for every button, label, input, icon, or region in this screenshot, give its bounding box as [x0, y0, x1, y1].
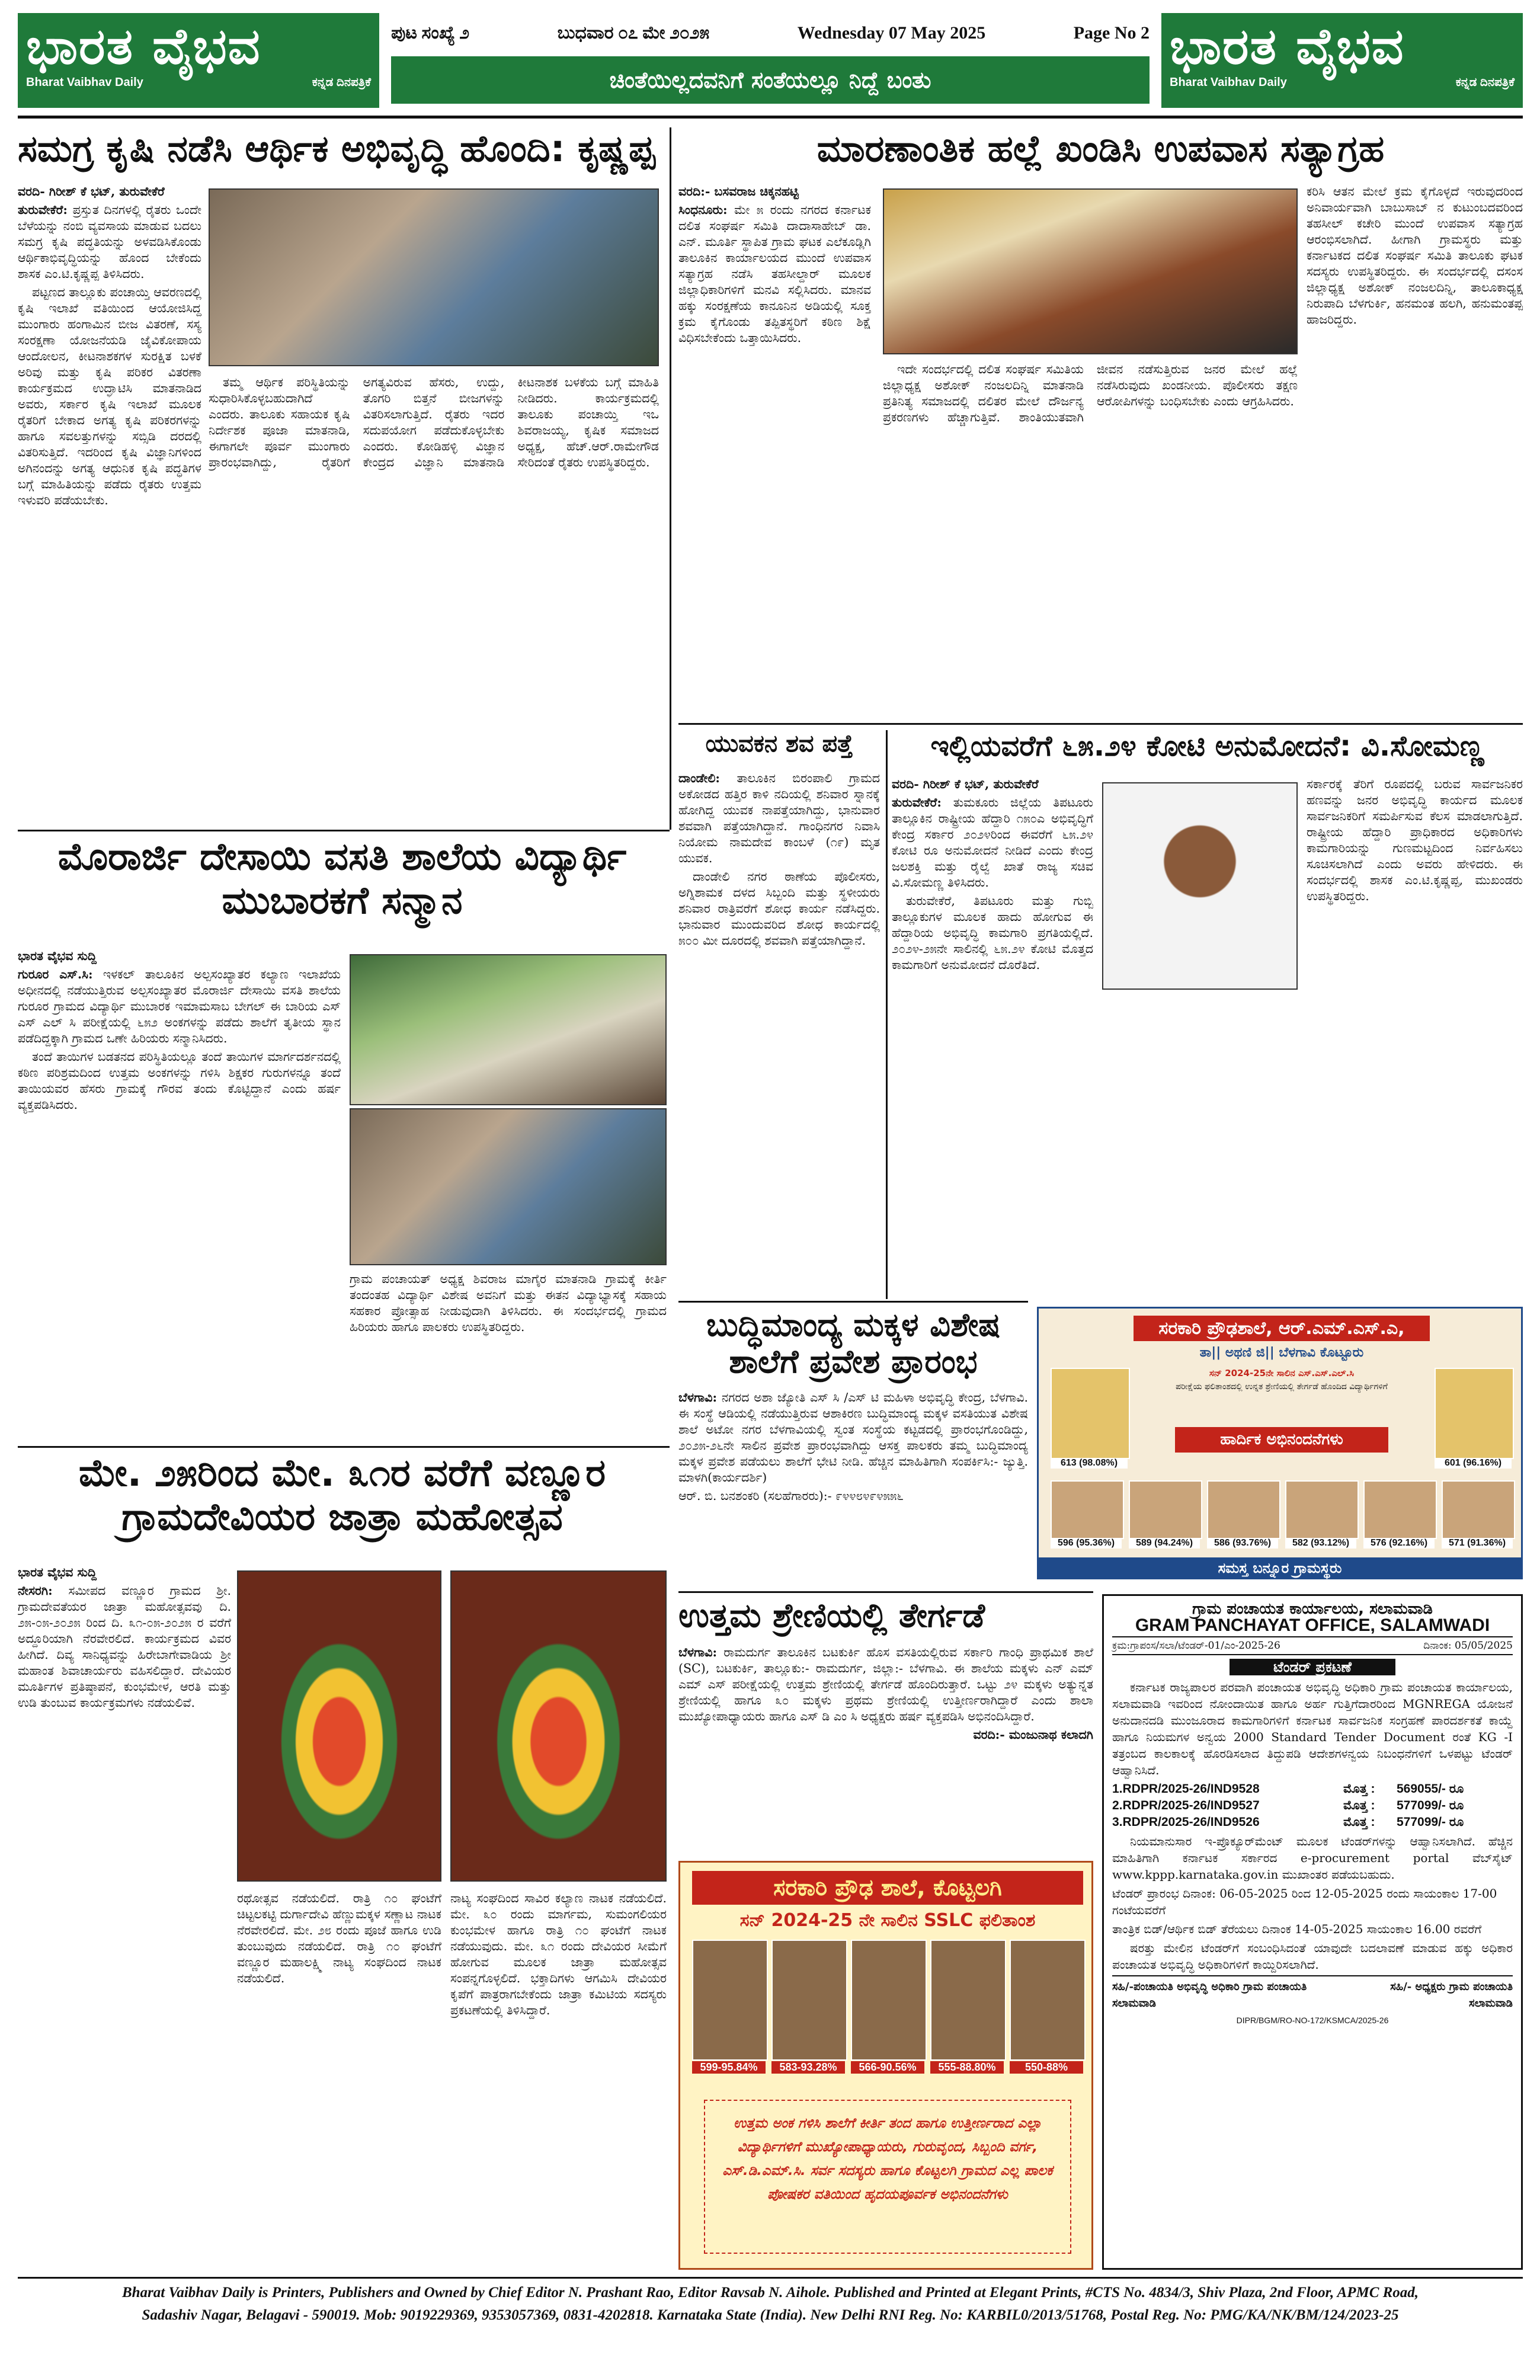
student-score: 596 (95.36%): [1051, 1538, 1122, 1549]
tender-item: [1112, 1814, 1513, 1831]
student-score: 571 (91.36%): [1442, 1538, 1513, 1549]
top-student-photo: [1435, 1368, 1514, 1459]
place: ತುರುವೇಕೆರೆ:: [892, 795, 942, 810]
imprint-line1: Bharat Vaibhav Daily is Printers, Publishers and Owned by Chief Editor N. Prashant Rao, Editor Ravsab N. Aihole. Published and Printed at Elegant Prints, #CTS No. 4834/3, Shiv Plaza, 2nd Floor, APMC Road,: [121, 2285, 1419, 2301]
tender-date: ದಿನಾಂಕ: 05/05/2025: [1423, 1640, 1513, 1652]
paragraph: ತುರುವೇಕೆರೆ, ತಿಪಟೂರು ಮತ್ತು ಗುಬ್ಬಿ ತಾಲ್ಲೂಕುಗಳ ಮೂಲಕ ಹಾದು ಹೋಗುವ ಈ ಹೆದ್ದಾರಿಯ ಅಭಿವೃದ್ಧಿ ಕಾಮಗಾರಿ ಪ್ರಗತಿಯಲ್ಲಿದೆ. ೨೦೨೪-೨೫ನೇ ಸಾಲಿನಲ್ಲಿ ೬೫.೨೪ ಕೋಟಿ ಮೊತ್ತದ ಕಾಮಗಾರಿಗೆ ಅನುಮೋದನೆ ದೊರೆತಿದೆ.: [892, 894, 1093, 972]
article-shava: [678, 770, 880, 1298]
masthead-right: [1161, 13, 1523, 108]
photo-krishi-event: [209, 188, 659, 366]
student-row: [692, 1940, 1083, 2088]
place: ನೇಸರಗಿ:: [18, 1584, 53, 1598]
row-rule: [18, 1446, 670, 1448]
paragraph: ಇದೇ ಸಂದರ್ಭದಲ್ಲಿ ದಲಿತ ಸಂಘರ್ಷ ಸಮಿತಿಯ ಜಿಲ್ಲಾಧ್ಯಕ್ಷ ಅಶೋಕ್ ನಂಜಲದಿನ್ನಿ ಮಾತನಾಡಿ ಪ್ರತಿನಿತ್ಯ ಸಮಾಜದಲ್ಲಿ ದಲಿತರ ಮೇಲೆ ದೌರ್ಜನ್ಯ ಪ್ರಕರಣಗಳು ಹೆಚ್ಚಾಗುತ್ತಿವೆ. ಶಾಂತಿಯುತವಾಗಿ ಜೀವನ ನಡೆಸುತ್ತಿರುವ ಜನರ ಮೇಲೆ ಹಲ್ಲೆ ನಡೆಸಿರುವುದು ಖಂಡನೀಯ. ಪೊಲೀಸರು ತಕ್ಷಣ ಆರೋಪಿಗಳನ್ನು ಬಂಧಿಸಬೇಕು ಎಂದು ಆಗ್ರಹಿಸಿದರು.: [883, 362, 1298, 424]
tender-ref: ಕ್ರಮ:ಗ್ರಾಪಂಸ/ಸಲಾ/ಟೆಂಡರ್-01/ಎಂ-2025-26: [1112, 1640, 1280, 1652]
photo-somanna: [1102, 782, 1298, 990]
student-photo: [771, 1940, 847, 2061]
ad-line1: ಸನ್ 2024-25ನೇ ಸಾಲಿನ ಎಸ್.ಎಸ್.ಎಲ್.ಸಿ: [1209, 1368, 1355, 1378]
footer-rule: [18, 2277, 1523, 2279]
tender-item-id: 2.RDPR/2025-26/IND9527: [1112, 1799, 1260, 1812]
student-score: 576 (92.16%): [1363, 1538, 1435, 1549]
ad-subtitle: ತಾ|| ಅಥಣಿ ಜಿ|| ಬೆಳಗಾವಿ ಕೊಟ್ಟೂರು: [1199, 1345, 1364, 1360]
student-photo: [930, 1940, 1006, 2061]
tender-sig-right: ಸಹಿ/- ಅಧ್ಯಕ್ಷರು ಗ್ರಾಮ ಪಂಚಾಯತಿ ಸಲಾಮವಾಡಿ: [1390, 1981, 1513, 2010]
masthead-title: ಭಾರತ ವೈಭವ: [26, 17, 261, 75]
paragraph: ಆರ್. ಬಿ. ಬನಶಂಕರಿ (ಸಲಹೆಗಾರರು):- ೯೪೪೮೪೯೪೫೫೬: [678, 1489, 904, 1503]
student-photo: [692, 1940, 768, 2061]
article-somanna-col1: [892, 776, 1093, 1298]
place: ಗುರೂರ ಎಸ್.ಸಿ:: [18, 967, 93, 981]
tender-item-label: ಮೊತ್ತ :: [1343, 1782, 1375, 1796]
article-krishi-col1: [18, 184, 201, 818]
tender-office-en: GRAM PANCHAYAT OFFICE, SALAMWADI: [1135, 1616, 1490, 1635]
headline-morarji: ಮೊರಾರ್ಜಿ ದೇಸಾಯಿ ವಸತಿ ಶಾಲೆಯ ವಿದ್ಯಾರ್ಥಿ ಮುಬಾರಕಗೆ ಸನ್ಮಾನ: [57, 835, 627, 923]
student-photo: [1051, 1480, 1124, 1539]
paragraph: ಗ್ರಾಮ ಪಂಚಾಯತ್ ಅಧ್ಯಕ್ಷ ಶಿವರಾಜ ಮಾಗೈರ ಮಾತನಾಡಿ ಗ್ರಾಮಕ್ಕೆ ಕೀರ್ತಿ ತಂದಂತಹ ವಿದ್ಯಾರ್ಥಿ ವಿಶೇಷ ಅವನಿಗೆ ಮತ್ತು ಈತನ ವಿದ್ಯಾಭ್ಯಾಸಕ್ಕೆ ಸಹಾಯ ಸಹಕಾರ ಪ್ರೋತ್ಸಾಹ ನೀಡುವುದಾಗಿ ತಿಳಿಸಿದರು. ಈ ಸಂದರ್ಭದಲ್ಲಿ ಗ್ರಾಮದ ಹಿರಿಯರು ಹಾಗೂ ಪಾಲಕರು ಉಪಸ್ಥಿತರಿದ್ದರು.: [350, 1272, 667, 1334]
place: ಬೆಳಗಾವಿ:: [678, 1645, 718, 1659]
student-card: [692, 1940, 766, 2088]
paragraph: ತಂದೆ ತಾಯಿಗಳ ಬಡತನದ ಪರಿಸ್ಥಿತಿಯಲ್ಲೂ ತಂದೆ ತಾಯಿಗಳ ಮಾರ್ಗದರ್ಶನದಲ್ಲಿ ಕಠಿಣ ಪರಿಶ್ರಮದಿಂದ ಉತ್ತಮ ಅಂಕಗಳನ್ನು ಗಳಿಸಿ ಶಿಕ್ಷಕರ ಗುರುಗಳನ್ನೂ ತಂದೆ ತಾಯಿಯವರ ಹೆಸರು ಗ್ರಾಮಕ್ಕೆ ಗೌರವ ತಂದು ಕೊಟ್ಟಿದ್ದಾನೆ ಎಂದು ಹರ್ಷ ವ್ಯಕ್ತಪಡಿಸಿದರು.: [18, 1050, 341, 1112]
student-card: [1207, 1480, 1278, 1552]
article-hunger-col1: [678, 184, 871, 717]
paragraph: ರಥೋತ್ಸವ ನಡೆಯಲಿದೆ. ರಾತ್ರಿ ೧೦ ಘಂಟೆಗೆ ಚಿಟ್ಟಲಕಟ್ಟಿ ದುರ್ಗಾದೇವಿ ಹೆಣ್ಣುಮಕ್ಕಳ ಸಣ್ಣಾಟ ನಾಟಕ ನೆರವೇರಲಿದೆ. ಮೇ. ೨೮ ರಂದು ಪೂಜೆ ಹಾಗೂ ಉಡಿ ತುಂಬುವುದು ನಡೆಯಲಿದೆ. ರಾತ್ರಿ ೧೦ ಘಂಟೆಗೆ ವಣ್ಣೂರ ಮಹಾಲಕ್ಷ್ಮಿ ನಾಟ್ಯ ಸಂಘದಿಂದ ನಾಟಕ ನಡೆಯಲಿದೆ.: [237, 1891, 441, 1985]
photo-hunger-strike: [883, 188, 1298, 354]
ad-title: ಸರಕಾರಿ ಪ್ರೌಢ ಶಾಲೆ, ಕೊಟ್ಟಲಗಿ: [692, 1871, 1083, 1905]
tender-code: DIPR/BGM/RO-NO-172/KSMCA/2025-26: [1236, 2016, 1389, 2025]
student-card: [771, 1940, 845, 2088]
tender-item-id: 1.RDPR/2025-26/IND9528: [1112, 1782, 1260, 1796]
tender-item-amount: 577099/- ರೂ: [1397, 1799, 1464, 1812]
headline-somanna: ಇಲ್ಲಿಯವರೆಗೆ ೬೫.೨೪ ಕೋಟಿ ಅನುಮೋದನೆ: ವಿ.ಸೋಮಣ್ಣ: [930, 730, 1484, 763]
place: ದಾಂಡೇಲಿ:: [678, 771, 720, 785]
headline-vannur: ಮೇ. ೨೫ರಿಂದ ಮೇ. ೩೧ರ ವರೆಗೆ ವಣ್ಣೂರ ಗ್ರಾಮದೇವಿಯರ ಜಾತ್ರಾ ಮಹೋತ್ಸವ: [78, 1451, 606, 1539]
place: ಸಿಂಧನೂರು:: [678, 203, 728, 217]
paragraph: ಇಳಕಲ್ ತಾಲೂಕಿನ ಅಲ್ಪಸಂಖ್ಯಾತರ ಕಲ್ಯಾಣ ಇಲಾಖೆಯ ಅಧೀನದಲ್ಲಿ ನಡೆಯುತ್ತಿರುವ ಅಲ್ಪಸಂಖ್ಯಾತರ ಮೊರಾರ್ಜಿ ದೇಸಾಯಿ ವಸತಿ ಶಾಲೆಯ ಗುರೂರ ಗ್ರಾಮದ ವಿದ್ಯಾರ್ಥಿ ಮುಬಾರಕ ಇಮಾಮಸಾಬ ಬೇಗಲ್ ಈ ಬಾರಿಯ ಎಸ್ ಎಸ್ ಎಲ್ ಸಿ ಪರೀಕ್ಷೆಯಲ್ಲಿ ೬೫೨ ಅಂಕಗಳನ್ನು ಪಡೆದು ಶಾಲೆಗೆ ತೃತೀಯ ಸ್ಥಾನ ಪಡೆದಿದ್ದಕ್ಕಾಗಿ ಗ್ರಾಮದ ಒಣೇ ಹಿರಿಯರು ಸನ್ಮಾನಿಸಿದರು.: [18, 967, 341, 1045]
article-vannur-col3: [450, 1890, 667, 2264]
tender-body: ನಿಯಮಾನುಸಾರ ಇ-ಪ್ರೊಕ್ಯೂರ್‌ಮೆಂಟ್ ಮೂಲಕ ಟೆಂಡರ್‌ಗಳನ್ನು ಆಹ್ವಾನಿಸಲಾಗಿದೆ. ಹೆಚ್ಚಿನ ಮಾಹಿತಿಗಾಗಿ ಕರ್ನಾಟಕ ಸರ್ಕಾರದ e-procurement portal ವೆಬ್‌ಸೈಟ್ www.kppp.karnataka.gov.in ಮುಖಾಂತರ ಪಡೆಯಬಹುದು.: [1112, 1834, 1513, 1882]
place: ಬೆಳಗಾವಿ:: [678, 1390, 718, 1405]
student-score: 550-88%: [1010, 2061, 1083, 2074]
article-morarji-col1: [18, 948, 341, 1440]
imprint-line2: Sadashiv Nagar, Belagavi - 590019. Mob: 9019229369, 9353057369, 0831-4202818. Karnataka State (India). New Delhi RNI Reg. No: KARBIL0/2013/51768, Postal Reg. No: PMG/KA/NK/BM/124/2023-25: [142, 2307, 1399, 2323]
article-morarji-col2: [350, 1271, 667, 1440]
dateline: ವರದಿ- ಗಿರೀಶ್ ಕೆ ಭಟ್, ತುರುವೇಕೆರೆ: [18, 184, 165, 199]
student-photo: [1010, 1940, 1086, 2061]
column-rule: [670, 127, 671, 830]
student-card: [1051, 1480, 1122, 1552]
tender-items: [1112, 1781, 1513, 1831]
ad-rmsa-school: [1037, 1307, 1523, 1579]
student-score: 582 (93.12%): [1285, 1538, 1356, 1549]
masthead-sub-en: Bharat Vaibhav Daily: [26, 76, 143, 89]
student-card: [1442, 1480, 1513, 1552]
tender-item-label: ಮೊತ್ತ :: [1343, 1799, 1375, 1812]
top-student-photo: [1051, 1368, 1130, 1459]
article-buddhi: [678, 1390, 1028, 1582]
student-photo: [1207, 1480, 1280, 1539]
paragraph: ತಮ್ಮ ಆರ್ಥಿಕ ಪರಿಸ್ಥಿತಿಯನ್ನು ಸುಧಾರಿಸಿಕೊಳ್ಳಬಹುದಾಗಿದೆ ಎಂದರು. ತಾಲೂಕು ಸಹಾಯಕ ಕೃಷಿ ನಿರ್ದೇಶಕ ಪೂಜಾ ಮಾತನಾಡಿ, ಈಗಾಗಲೇ ಪೂರ್ವ ಮುಂಗಾರು ಪ್ರಾರಂಭವಾಗಿದ್ದು, ರೈತರಿಗೆ ಅಗತ್ಯವಿರುವ ಹೆಸರು, ಉದ್ದು, ತೊಗರಿ ಬಿತ್ತನೆ ಬೀಜಗಳನ್ನು ವಿತರಿಸಲಾಗುತ್ತಿದೆ. ರೈತರು ಇದರ ಸದುಪಯೋಗ ಪಡೆದುಕೊಳ್ಳಬೇಕು ಎಂದರು. ಕೋಡಿಹಳ್ಳಿ ವಿಜ್ಞಾನ ಕೇಂದ್ರದ ವಿಜ್ಞಾನಿ ಮಾತನಾಡಿ ಕೀಟನಾಶಕ ಬಳಕೆಯ ಬಗ್ಗೆ ಮಾಹಿತಿ ನೀಡಿದರು. ಕಾರ್ಯಕ್ರಮದಲ್ಲಿ ತಾಲೂಕು ಪಂಚಾಯ್ತಿ ಇಒ ಶಿವರಾಜಯ್ಯ, ಕೃಷಿಕ ಸಮಾಜದ ಅಧ್ಯಕ್ಷ, ಹೆಚ್.ಆರ್.ರಾಮೇಗೌಡ ಸೇರಿದಂತೆ ರೈತರು ಉಪಸ್ಥಿತರಿದ್ದರು.: [209, 375, 659, 469]
dateline: ಭಾರತ ವೈಭವ ಸುದ್ದಿ: [18, 1565, 97, 1579]
row-rule: [678, 1301, 1028, 1303]
dateline: ಭಾರತ ವೈಭವ ಸುದ್ದಿ: [18, 949, 97, 963]
masthead-title-right: ಭಾರತ ವೈಭವ: [1170, 17, 1405, 75]
article-vannur-col2: [237, 1890, 441, 2264]
photo-morarji-1: [350, 954, 667, 1105]
ad-kottalagi-school: [678, 1861, 1093, 2270]
column-rule: [886, 730, 888, 1299]
dateline: ವರದಿ- ಗಿರೀಶ್ ಕೆ ಭಟ್, ತುರುವೇಕೆರೆ: [892, 777, 1039, 791]
ad-line1: ಸನ್ 2024-25 ನೇ ಸಾಲಿನ SSLC ಫಲಿತಾಂಶ: [739, 1910, 1036, 1931]
headline-buddhi: ಬುದ್ಧಿಮಾಂದ್ಯ ಮಕ್ಕಳ ವಿಶೇಷ ಶಾಲೆಗೆ ಪ್ರವೇಶ ಪ್ರಾರಂಭ: [706, 1306, 1001, 1381]
dateline: ವರದಿ:- ಬಸವರಾಜ ಚಿಕ್ಕನಹಟ್ಟಿ: [678, 184, 799, 199]
photo-morarji-2: [350, 1108, 667, 1265]
student-score: 599-95.84%: [692, 2061, 766, 2074]
paragraph: ರಾಮದುರ್ಗ ತಾಲೂಕಿನ ಬಟಕುರ್ಕಿ ಹೊಸ ವಸತಿಯಲ್ಲಿರುವ ಸರ್ಕಾರಿ ಗಾಂಧಿ ಪ್ರಾಥಮಿಕ ಶಾಲೆ (SC), ಬಟಕುರ್ಕಿ, ತಾಲ್ಲೂಕು:- ರಾಮದುರ್ಗ, ಜಿಲ್ಲಾ:- ಬೆಳಗಾವಿ. ಈ ಶಾಲೆಯ ಮಕ್ಕಳು ಎನ್ ಎಮ್ ಎಮ್ ಎಸ್ ಪರೀಕ್ಷೆಯಲ್ಲಿ ಉತ್ತಮ ಶ್ರೇಣಿಯಲ್ಲಿ ತೇರ್ಗಡೆ ಹೊಂದಿರುತ್ತಾರೆ. ಒಟ್ಟು ೨೪ ಮಕ್ಕಳು ಅತ್ಯುನ್ನತ ಶ್ರೇಣಿಯಲ್ಲಿ ಹಾಗೂ ೩೦ ಮಕ್ಕಳು ಪ್ರಥಮ ಶ್ರೇಣಿಯಲ್ಲಿ ಉತ್ತೀರ್ಣರಾಗಿದ್ದಾರೆ ಎಂದು ಶಾಲಾ ಮುಖ್ಯೋಪಾಧ್ಯಾಯರು ಹಾಗೂ ಎಸ್ ಡಿ ಎಂ ಸಿ ಅಧ್ಯಕ್ಷರು ಹರ್ಷ ವ್ಯಕ್ತಪಡಿಸಿ ಅಭಿನಂದಿಸಿದ್ದಾರೆ.: [678, 1645, 1093, 1723]
masthead-sub-kn: ಕನ್ನಡ ದಿನಪತ್ರಿಕೆ: [312, 76, 371, 89]
row-rule: [678, 723, 1523, 725]
student-card: [1285, 1480, 1356, 1552]
tender-dates2: ತಾಂತ್ರಿಕ ಬಿಡ್/ಆರ್ಥಿಕ ಬಿಡ್ ತೆರೆಯಲು ದಿನಾಂಕ 14-05-2025 ಸಾಯಂಕಾಲ 16.00 ರವರೆಗೆ: [1112, 1922, 1482, 1936]
paragraph: ತುಮಕೂರು ಜಿಲ್ಲೆಯ ತಿಪಟೂರು ತಾಲ್ಲೂಕಿನ ರಾಷ್ಟ್ರೀಯ ಹೆದ್ದಾರಿ ೧೫೦ಎ ಅಭಿವೃದ್ಧಿಗೆ ಕೇಂದ್ರ ಸರ್ಕಾರ ೨೦೨೪ರಿಂದ ಈವರೆಗೆ ೬೫.೨೪ ಕೋಟಿ ರೂ ಅನುಮೋದನೆ ನೀಡಿದೆ ಎಂದು ಕೇಂದ್ರ ಜಲಶಕ್ತಿ ಮತ್ತು ರೈಲ್ವೆ ಖಾತೆ ರಾಜ್ಯ ಸಚಿವ ವಿ.ಸೋಮಣ್ಣ ತಿಳಿಸಿದರು.: [892, 795, 1093, 890]
student-card: [930, 1940, 1004, 2088]
headline-krishi: ಸಮಗ್ರ ಕೃಷಿ ನಡೆಸಿ ಆರ್ಥಿಕ ಅಭಿವೃದ್ಧಿ ಹೊಂದಿ: ಕೃಷ್ಣಪ್ಪ: [18, 127, 655, 170]
article-uttama: [678, 1645, 1093, 1840]
paragraph: ಪ್ರಸ್ತುತ ದಿನಗಳಲ್ಲಿ ರೈತರು ಒಂದೇ ಬೆಳೆಯನ್ನು ನಂಬಿ ವ್ಯವಸಾಯ ಮಾಡುವ ಬದಲು ಸಮಗ್ರ ಕೃಷಿ ಪದ್ಧತಿಯನ್ನು ಅಳವಡಿಸಿಕೊಂಡು ಆರ್ಥಿಕಾಭಿವೃದ್ಧಿಯನ್ನು ಹೊಂದ ಬೇಕೆಂದು ಶಾಸಕ ಎಂ.ಟಿ.ಕೃಷ್ಣಪ್ಪ ತಿಳಿಸಿದರು.: [18, 203, 201, 281]
top-student-score: 613 (98.08%): [1051, 1458, 1128, 1469]
student-card: [1363, 1480, 1435, 1552]
paragraph: ನಗರದ ಅಶಾ ಜ್ಯೋತಿ ಎಸ್ ಸಿ /ಎಸ್ ಟಿ ಮಹಿಳಾ ಅಭಿವೃದ್ಧಿ ಕೇಂದ್ರ, ಬೆಳಗಾವಿ. ಈ ಸಂಸ್ಥೆ ಆಡಿಯಲ್ಲಿ ನಡೆಯುತ್ತಿರುವ ಆಶಾಕಿರಣ ಬುದ್ಧಿಮಾಂದ್ಯ ಮಕ್ಕಳ ವಸತಿಯುತ ವಿಶೇಷ ಶಾಲೆ ಅಟೋ ನಗರ ಬೆಳಗಾವಿಯಲ್ಲಿ ಸ್ವಂತ ಸಂಸ್ಥೆಯ ಕಟ್ಟಡದಲ್ಲಿ ಪ್ರಾರಂಭಗೊಂಡಿದ್ದು, ೨೦೨೫-೨೬ನೇ ಸಾಲಿನ ಪ್ರವೇಶ ಪ್ರಾರಂಭವಾಗಿದ್ದು ಆಸಕ್ತ ಪಾಲಕರು ತಮ್ಮ ಬುದ್ಧಿಮಾಂದ್ಯ ಮಕ್ಕಳ ಪ್ರವೇಶ ಪಡೆಯಲು ಶಾಲೆಗೆ ಭೇಟಿ ನೀಡಿ. ಹೆಚ್ಚಿನ ಮಾಹಿತಿಗಾಗಿ ಸಂಪರ್ಕಿಸಿ:- ಜ್ಯುತ್ತಿ. ಮಾಳಗಿ(ಕಾರ್ಯದರ್ಶಿ): [678, 1390, 1028, 1485]
paragraph: ದಾಂಡೇಲಿ ನಗರ ಠಾಣೆಯ ಪೊಲೀಸರು, ಅಗ್ನಿಶಾಮಕ ದಳದ ಸಿಬ್ಬಂದಿ ಮತ್ತು ಸ್ಥಳೀಯರು ಶನಿವಾರ ರಾತ್ರಿವರೆಗೆ ಶೋಧ ಕಾರ್ಯ ನಡೆಸಿದ್ದರು. ಭಾನುವಾರ ಮುಂದುವರಿದ ಶೋಧ ಕಾರ್ಯದಲ್ಲಿ ೫೦೦ ಮೀ ದೂರದಲ್ಲಿ ಶವವಾಗಿ ಪತ್ತೆಯಾಗಿದ್ದಾನೆ.: [678, 869, 880, 948]
tender-item-label: ಮೊತ್ತ :: [1343, 1815, 1375, 1829]
masthead-left: [18, 13, 379, 108]
masthead-sub-kn-right: ಕನ್ನಡ ದಿನಪತ್ರಿಕೆ: [1455, 76, 1515, 89]
tender-item: [1112, 1781, 1513, 1797]
place: ತುರುವೇಕೆರೆ:: [18, 203, 68, 217]
student-photo: [1285, 1480, 1359, 1539]
student-photo: [1363, 1480, 1437, 1539]
photo-deity-1: [237, 1570, 441, 1882]
ad-footer: ಸಮಸ್ತ ಬನ್ನೂರ ಗ್ರಾಮಸ್ಥರು: [1039, 1557, 1521, 1579]
student-score: 586 (93.76%): [1207, 1538, 1278, 1549]
tagline: ಚಿಂತೆಯಿಲ್ಲದವನಿಗೆ ಸಂತೆಯಲ್ಲೂ ನಿದ್ದೆ ಬಂತು: [391, 56, 1150, 104]
student-card: [1010, 1940, 1083, 2088]
tender-dates1: ಟೆಂಡರ್ ಪ್ರಾರಂಭ ದಿನಾಂಕ: 06-05-2025 ರಿಂದ 12-05-2025 ರಂದು ಸಾಯಂಕಾಲ 17-00 ಗಂಟೆಯವರೆಗೆ: [1112, 1886, 1497, 1917]
tender-intro: ಕರ್ನಾಟಕ ರಾಜ್ಯಪಾಲರ ಪರವಾಗಿ ಪಂಚಾಯತ ಅಭಿವೃದ್ಧಿ ಅಧಿಕಾರಿ ಗ್ರಾಮ ಪಂಚಾಯತ ಕಾರ್ಯಾಲಯ, ಸಲಾಮವಾಡಿ ಇವರಿಂದ ನೋಂದಾಯಿತ ಹಾಗೂ ಅರ್ಹ ಗುತ್ತಿಗೆದಾರರಿಂದ MGNREGA ಯೋಜನೆ ಅನುದಾನದಡಿ ಮುಂಜೂರಾದ ಕಾಮಗಾರಿಗಳಿಗೆ ಕರ್ನಾಟಕ ಸಾರ್ವಜನಿಕ ಸಂಗ್ರಹಣೆ ಪಾರದರ್ಶಕತೆ ಕಾಯ್ದೆ ಹಾಗೂ ನಿಯಮಗಳ ಅನ್ವಯ 2000 Standard Tender Document ರಂತೆ KG -I ತತ್ರಂಬದ ಕಾಲಕಾಲಕ್ಕೆ ಹೊರಡಿಸಲಾದ ತಿದ್ದುಪಡಿ ಆದೇಶಗಳನ್ವಯ ನಿಬಂಧನೆಗಳಿಗೆ ಒಳಪಟ್ಟು ಟೆಂಡರ್ ಆಹ್ವಾನಿಸಿದೆ.: [1112, 1680, 1513, 1777]
tender-label: ಟೆಂಡರ್ ಪ್ರಕಟಣೆ: [1230, 1659, 1395, 1675]
date-en: Wednesday 07 May 2025: [797, 23, 986, 43]
ad-banner: ಹಾರ್ದಿಕ ಅಭಿನಂದನೆಗಳು: [1175, 1427, 1388, 1453]
paragraph: ಮೇ ೫ ರಂದು ನಗರದ ಕರ್ನಾಟಕ ದಲಿತ ಸಂಘರ್ಷ ಸಮಿತಿ ದಾದಾಸಾಹೇಬ್ ಡಾ. ಎನ್. ಮೂರ್ತಿ ಸ್ಥಾಪಿತ ಗ್ರಾಮ ಘಟಕ ಎಲೆಕೂಡ್ಲಿಗಿ ತಾಲೂಕಿನ ಕಾರ್ಯಾಲಯದ ಮುಂದೆ ಉಪವಾಸ ಸತ್ಯಾಗ್ರಹ ನಡೆಸಿ ತಹಸೀಲ್ದಾರ್ ಮೂಲಕ ಜಿಲ್ಲಾಧಿಕಾರಿಗಳಿಗೆ ಮನವಿ ಸಲ್ಲಿಸಿದರು. ಮಾನವ ಹಕ್ಕು ಸಂರಕ್ಷಣೆಯ ಕಾನೂನಿನ ಅಡಿಯಲ್ಲಿ ಸೂಕ್ತ ಕ್ರಮ ಕೈಗೊಂಡು ತಪ್ಪಿತಸ್ಥರಿಗೆ ಕಠಿಣ ಶಿಕ್ಷೆ ವಿಧಿಸಬೇಕೆಂದು ಒತ್ತಾಯಿಸಿದರು.: [678, 203, 871, 345]
headline-hunger: ಮಾರಣಾಂತಿಕ ಹಲ್ಲೆ ಖಂಡಿಸಿ ಉಪವಾಸ ಸತ್ಯಾಗ್ರಹ: [817, 127, 1385, 170]
page-number-kn: ಪುಟ ಸಂಖ್ಯೆ ೨: [391, 23, 470, 43]
student-card: [851, 1940, 924, 2088]
tender-notice: [1102, 1594, 1523, 2270]
headline-shava: ಯುವಕನ ಶವ ಪತ್ತೆ: [705, 730, 853, 757]
tender-item-amount: 577099/- ರೂ: [1397, 1815, 1464, 1829]
row-rule: [18, 830, 670, 831]
student-score: 589 (94.24%): [1129, 1538, 1200, 1549]
article-somanna-col3: [1307, 776, 1523, 1298]
article-krishi-col2: [209, 375, 659, 818]
ad-title: ಸರಕಾರಿ ಪ್ರೌಢಶಾಲೆ, ಆರ್.ಎಮ್.ಎಸ್.ಎ,: [1134, 1316, 1430, 1341]
masthead-sub-en-right: Bharat Vaibhav Daily: [1170, 76, 1287, 89]
article-vannur-col1: [18, 1565, 231, 2264]
ad-message: ಉತ್ತಮ ಅಂಕ ಗಳಿಸಿ ಶಾಲೆಗೆ ಕೀರ್ತಿ ತಂದ ಹಾಗೂ ಉತ್ತೀರ್ಣರಾದ ಎಲ್ಲಾ ವಿದ್ಯಾರ್ಥಿಗಳಿಗೆ ಮುಖ್ಯೋಪಾಧ್ಯಾಯರು, ಗುರುವೃಂದ, ಸಿಬ್ಬಂದಿ ವರ್ಗ, ಎಸ್.ಡಿ.ಎಮ್.ಸಿ. ಸರ್ವ ಸದಸ್ಯರು ಹಾಗೂ ಕೊಟ್ಟಲಗಿ ಗ್ರಾಮದ ಎಲ್ಲ ಪಾಲಕ ಪೋಷಕರ ವತಿಯಿಂದ ಹೃದಯಪೂರ್ವಕ ಅಭಿನಂದನೆಗಳು: [704, 2100, 1071, 2254]
photo-deity-2: [450, 1570, 667, 1882]
paragraph: ಸರ್ಕಾರಕ್ಕೆ ತೆರಿಗೆ ರೂಪದಲ್ಲಿ ಬರುವ ಸಾರ್ವಜನಿಕರ ಹಣವನ್ನು ಜನರ ಅಭಿವೃದ್ಧಿ ಕಾರ್ಯದ ಮೂಲಕ ಸಾರ್ವಜನಿಕರಿಗೆ ಸಮರ್ಪಿಸುವ ಕೆಲಸ ಮಾಡಲಾಗುತ್ತಿದೆ. ರಾಷ್ಟ್ರೀಯ ಹೆದ್ದಾರಿ ಪ್ರಾಧಿಕಾರದ ಅಧಿಕಾರಿಗಳು ಕಾಮಗಾರಿಯನ್ನು ಗುಣಮಟ್ಟದಿಂದ ನಿರ್ವಹಿಸಲು ಸೂಚಿಸಲಾಗಿದೆ ಎಂದು ಅವರು ಹೇಳಿದರು. ಈ ಸಂದರ್ಭದಲ್ಲಿ ಶಾಸಕ ಎಂ.ಟಿ.ಕೃಷ್ಣಪ್ಪ, ಮುಖಂಡರು ಉಪಸ್ಥಿತರಿದ್ದರು.: [1307, 777, 1523, 903]
student-photo: [1442, 1480, 1515, 1539]
paragraph: ಪಟ್ಟಣದ ತಾಲ್ಲೂಕು ಪಂಚಾಯ್ತಿ ಆವರಣದಲ್ಲಿ ಕೃಷಿ ಇಲಾಖೆ ವತಿಯಿಂದ ಆಯೋಜಿಸಿದ್ದ ಮುಂಗಾರು ಹಂಗಾಮಿನ ಬೀಜ ವಿತರಣೆ, ಸಸ್ಯ ಸಂರಕ್ಷಣಾ ಯೋಜನೆಯಡಿ ಜೈವಿಕೋಪಾಯ ಆಂದೋಲನ, ಕೀಟನಾಶಕಗಳ ಸುರಕ್ಷಿತ ಬಳಕೆ ಅರಿವು ಮತ್ತು ಕೃಷಿ ಪರಿಕರ ವಿತರಣಾ ಕಾರ್ಯಕ್ರಮದ ಉದ್ಘಾಟಿಸಿ ಮಾತನಾಡಿದ ಅವರು, ಸರ್ಕಾರ ಕೃಷಿ ಇಲಾಖೆ ಮೂಲಕ ರೈತರಿಗೆ ಬೇಕಾದ ಅಗತ್ಯ ಕೃಷಿ ಪರಿಕರಗಳನ್ನು ಹಾಗೂ ಸವಲತ್ತುಗಳನ್ನು ಸಬ್ಸಿಡಿ ದರದಲ್ಲಿ ವಿತರಿಸುತ್ತಿದೆ. ಇದರಿಂದ ಕೃಷಿ ವಿಜ್ಞಾನಿಗಳಿಂದ ಅಗಿನಂದನ್ನು ಅಗತ್ಯ ಆಧುನಿಕ ಕೃಷಿ ಪದ್ಧತಿಗಳ ಬಗ್ಗೆ ಮಾಹಿತಿಯನ್ನು ಪಡೆದು ರೈತರು ಉತ್ತಮ ಇಳುವರಿ ಪಡೆಯಬೇಕು.: [18, 285, 201, 507]
student-score: 555-88.80%: [930, 2061, 1004, 2074]
student-row: [1051, 1480, 1513, 1552]
article-hunger-col3: [1307, 184, 1523, 717]
tender-sig-left: ಸಹಿ/-ಪಂಚಾಯತಿ ಅಭಿವೃದ್ಧಿ ಅಧಿಕಾರಿ ಗ್ರಾಮ ಪಂಚಾಯತಿ ಸಲಾಮವಾಡಿ: [1112, 1981, 1307, 2010]
ad-line2: ಪರೀಕ್ಷೆಯ ಫಲಿತಾಂಶದಲ್ಲಿ ಉನ್ನತ ಶ್ರೇಣಿಯಲ್ಲಿ ತೇರ್ಗಡೆ ಹೊಂದಿದ ವಿದ್ಯಾರ್ಥಿಗಳಿಗೆ: [1176, 1382, 1388, 1391]
headline-uttama: ಉತ್ತಮ ಶ್ರೇಣಿಯಲ್ಲಿ ತೇರ್ಗಡೆ: [678, 1597, 985, 1635]
credit: ವರದಿ:- ಮಂಜುನಾಥ ಕಲಾದಗಿ: [973, 1728, 1093, 1742]
issue-info: [391, 15, 1150, 51]
article-hunger-col2: [883, 362, 1298, 717]
tender-item-id: 3.RDPR/2025-26/IND9526: [1112, 1815, 1260, 1829]
tender-item-amount: 569055/- ರೂ: [1397, 1782, 1464, 1796]
tender-item: [1112, 1797, 1513, 1814]
imprint: [18, 2282, 1523, 2353]
masthead-rule: [18, 116, 1523, 119]
paragraph: ಸಮೀಪದ ವಣ್ಣೂರ ಗ್ರಾಮದ ಶ್ರೀ. ಗ್ರಾಮದೇವತೆಯರ ಜಾತ್ರಾ ಮಹೋತ್ಸವವು ದಿ. ೨೫-೦೫-೨೦೨೫ ರಿಂದ ದಿ. ೩೧-೦೫-೨೦೨೫ ರ ವರೆಗೆ ಅದ್ದೂರಿಯಾಗಿ ನೆರವೇರಲಿದೆ. ಕಾರ್ಯಕ್ರಮದ ವಿವರ ಹೀಗಿದೆ. ದಿವ್ಯ ಸಾನಿಧ್ಯವನ್ನು ಹಿರೇಬಾಗೇವಾಡಿಯ ಶ್ರೀ ಮಹಾಂತ ಶಿವಾಚಾರ್ಯರು ವಹಿಸಲಿದ್ದಾರೆ. ದೇವಿಯರ ಮೂರ್ತಿಗಳ ಪ್ರತಿಷ್ಠಾಪನೆ, ಕುಂಭಮೇಳ, ಆರತಿ ಮತ್ತು ಉಡಿ ತುಂಬುವ ಕಾರ್ಯಕ್ರಮಗಳು ನಡೆಯಲಿವೆ.: [18, 1584, 231, 1710]
student-photo: [1129, 1480, 1202, 1539]
student-score: 583-93.28%: [771, 2061, 845, 2074]
tender-closing: ಷರತ್ತು ಮೇಲಿನ ಟೆಂಡರ್‌ಗೆ ಸಂಬಂಧಿಸಿದಂತೆ ಯಾವುದೇ ಬದಲಾವಣೆ ಮಾಡುವ ಹಕ್ಕು ಅಧಿಕಾರ ಪಂಚಾಯತ ಅಭಿವೃದ್ಧಿ ಅಧಿಕಾರಿಗಳಿಗೆ ಕಾಯ್ದಿರಿಸಲಾಗಿದೆ.: [1112, 1941, 1513, 1972]
student-score: 566-90.56%: [851, 2061, 924, 2074]
student-card: [1129, 1480, 1200, 1552]
date-kn: ಬುಧವಾರ ೦೭ ಮೇ ೨೦೨೫: [557, 23, 710, 43]
paragraph: ನಾಟ್ಯ ಸಂಘದಿಂದ ಸಾವಿರ ಕಲ್ಯಾಣ ನಾಟಕ ನಡೆಯಲಿದೆ. ಮೇ. ೩೦ ರಂದು ಮಾರ್ಗಮ, ಸುಮಂಗಲಿಯರ ಕುಂಭಮೇಳ ಹಾಗೂ ರಾತ್ರಿ ೧೦ ಘಂಟೆಗೆ ನಾಟಕ ನಡೆಯುವುದು. ಮೇ. ೩೧ ರಂದು ದೇವಿಯರ ಸೀಮೆಗೆ ಹೋಗುವ ಮೂಲಕ ಜಾತ್ರಾ ಮಹೋತ್ಸವ ಸಂಪನ್ನಗೊಳ್ಳಲಿದೆ. ಭಕ್ತಾದಿಗಳು ಆಗಮಿಸಿ ದೇವಿಯರ ಕೃಪೆಗೆ ಪಾತ್ರರಾಗಬೇಕೆಂದು ಜಾತ್ರಾ ಕಮಿಟಿಯ ಸದಸ್ಯರು ಪ್ರಕಟಣೆಯಲ್ಲಿ ತಿಳಿಸಿದ್ದಾರೆ.: [450, 1891, 667, 2017]
paragraph: ಕರಿಸಿ ಆತನ ಮೇಲೆ ಕ್ರಮ ಕೈಗೊಳ್ಳದೆ ಇರುವುದರಿಂದ ಅನಿವಾರ್ಯವಾಗಿ ಬಾಬುಸಾಬ್ ನ ಕುಟುಂಬದವರಿಂದ ತಹಸೀಲ್ ಕಚೇರಿ ಮುಂದೆ ಉಪವಾಸ ಸತ್ಯಾಗ್ರಹ ಆರಂಭಿಸಲಾಗಿದೆ. ಹೀಗಾಗಿ ಗ್ರಾಮಸ್ಥರು ಮತ್ತು ಕರ್ನಾಟಕದ ದಲಿತ ಸಂಘರ್ಷ ಸಮಿತಿ ತಾಲೂಕು ಘಟಕ ಸದಸ್ಯರು ಉಪಸ್ಥಿತರಿದ್ದರು. ಈ ಸಂದರ್ಭದಲ್ಲಿ ದಸಂಸ ಜಿಲ್ಲಾಧ್ಯಕ್ಷ ಅಶೋಕ್ ನಂಜಲದಿನ್ನಿ, ತಾಲೂಕಾಧ್ಯಕ್ಷ ನಿರುಪಾದಿ ಬೆಳಗುರ್ಕಿ, ಹನಮಂತ ಹಲಗಿ, ಹನುಮಂತಪ್ಪ ಹಾಜರಿದ್ದರು.: [1307, 184, 1523, 327]
student-photo: [851, 1940, 927, 2061]
tender-office-kn: ಗ್ರಾಮ ಪಂಚಾಯತ ಕಾರ್ಯಾಲಯ, ಸಲಾಮವಾಡಿ: [1192, 1600, 1433, 1618]
row-rule: [678, 1591, 1093, 1593]
paragraph: ತಾಲೂಕಿನ ಬಿರಂಪಾಲಿ ಗ್ರಾಮದ ಅಕೋಡದ ಹತ್ತಿರ ಕಾಳಿ ನದಿಯಲ್ಲಿ ಶನಿವಾರ ಸ್ನಾನಕ್ಕೆ ಹೋಗಿದ್ದ ಯುವಕ ನಾಪತ್ತೆಯಾಗಿದ್ದು, ಭಾನುವಾರ ಶವವಾಗಿ ಪತ್ತೆಯಾಗಿದ್ದಾನೆ. ಗಾಂಧಿನಗರ ನಿವಾಸಿ ನಿಯೋಮ ನಾಮದೇವ ಕಾಂಬಳೆ (೧೯) ಮೃತ ಯುವಕ.: [678, 771, 880, 865]
top-student-score: 601 (96.16%): [1435, 1458, 1512, 1469]
page-number-en: Page No 2: [1073, 23, 1150, 43]
